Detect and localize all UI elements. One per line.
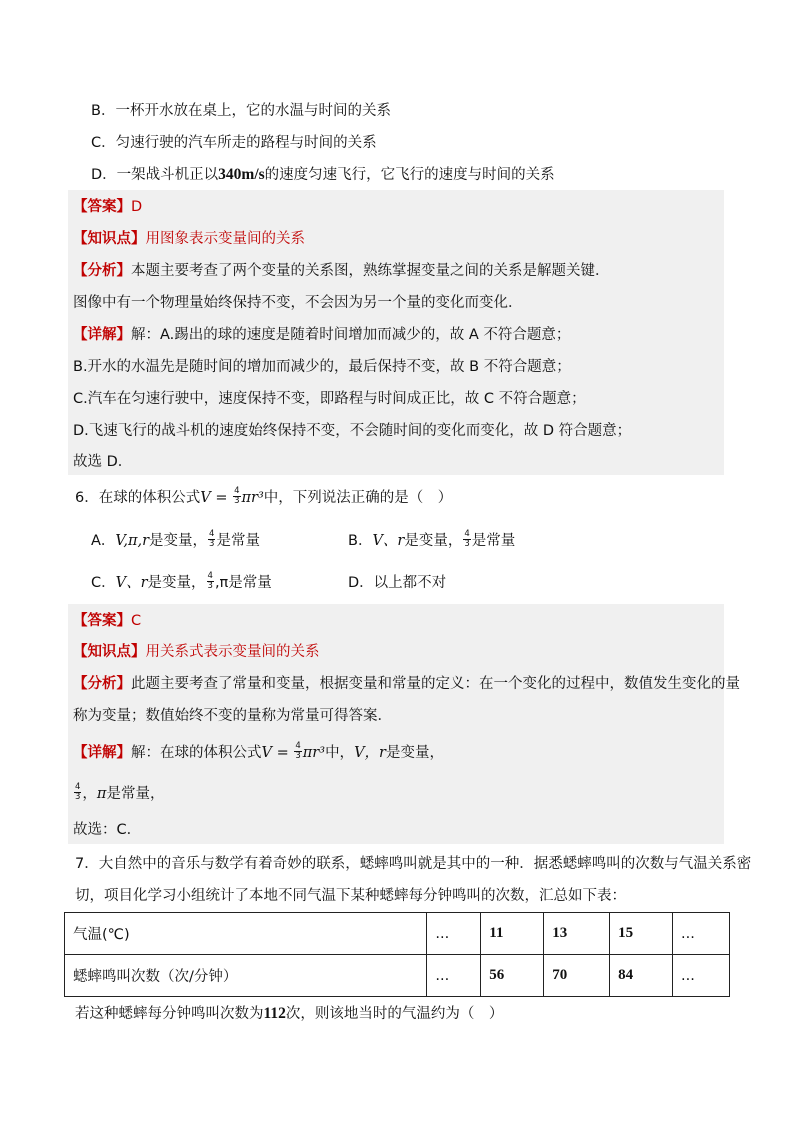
table-cell: 蟋蟀鸣叫次数（次/分钟） (65, 955, 427, 997)
table-cell: ... (427, 955, 481, 997)
answer-tag: 【答案】 (73, 199, 131, 215)
table-row (65, 913, 730, 955)
q6-detail-formula-eq: = (271, 745, 294, 761)
option-label: C． (91, 575, 116, 591)
q5-option-d (91, 165, 555, 185)
q5-option-d-value: 340m/s (218, 166, 265, 183)
q5-option-b: B．一杯开水放在桌上，它的水温与时间的关系 (91, 103, 391, 119)
q5-option-d-suffix: 的速度匀速飞行，它飞行的速度与时间的关系 (264, 167, 555, 183)
detail-tag: 【详解】 (73, 745, 131, 761)
q6-option-c-fraction (207, 572, 214, 591)
q5-detail-line-2: B.开水的水温先是随时间的增加而减少的，最后保持不变，故 B 不符合题意； (73, 359, 571, 375)
q5-detail-1: 解：A.踢出的球的速度是随着时间增加而减少的，故 A 不符合题意； (131, 327, 571, 343)
q6-option-c-mid: 是变量， (147, 575, 206, 591)
fraction-numerator: 4 (207, 570, 213, 581)
q7-stem-line-1: 7．大自然中的音乐与数学有着奇妙的联系，蟋蟀鸣叫就是其中的一种．据悉蟋蟀鸣叫的次数与气温关系密 (75, 856, 752, 872)
knowledge-tag: 【知识点】 (73, 231, 146, 247)
option-label: B． (348, 533, 373, 549)
q6-answer-box (68, 604, 740, 844)
q6-option-b-mid: 是变量， (404, 533, 463, 549)
q6-detail-formula-tail: πr³ (302, 745, 326, 761)
q5-detail-line-3: C.汽车在匀速行驶中，速度保持不变，即路程与时间成正比，故 C 不符合题意； (73, 391, 586, 407)
q5-analysis-line-2: 图像中有一个物理量始终保持不变，不会因为另一个量的变化而变化． (73, 295, 523, 311)
analysis-tag: 【分析】 (73, 676, 131, 692)
q5-option-d-prefix: D．一架战斗机正以 (91, 167, 219, 183)
fraction-denominator: 3 (207, 580, 213, 591)
q5-knowledge: 用图象表示变量间的关系 (145, 231, 305, 247)
q6-option-c-vars: V、r (115, 575, 148, 591)
q5-option-c: C．匀速行驶的汽车所走的路程与时间的关系 (91, 135, 377, 151)
q6-stem-suffix: 中，下列说法正确的是（ ） (263, 490, 453, 506)
q6-answer: C (131, 613, 142, 629)
detail-tag: 【详解】 (73, 327, 131, 343)
q6-formula-eq: = (210, 490, 233, 506)
q7-question-suffix: 次，则该地当时的气温约为（ ） (285, 1006, 504, 1022)
q7-data-table (64, 912, 730, 997)
fraction-denominator: 3 (234, 495, 240, 506)
q6-knowledge: 用关系式表示变量间的关系 (145, 644, 320, 660)
q6-option-c-end: 是常量 (228, 575, 272, 591)
table-cell: 84 (610, 955, 673, 997)
q5-detail-line-4: D.飞速飞行的战斗机的速度始终保持不变，不会随时间的变化而变化，故 D 符合题意； (73, 423, 632, 439)
answer-tag: 【答案】 (73, 613, 131, 629)
q6-detail-line2-end: 是常量， (106, 786, 165, 802)
table-cell: 11 (481, 913, 544, 955)
q6-option-a-mid: 是变量， (149, 533, 208, 549)
fraction-numerator: 4 (209, 528, 215, 539)
q5-detail-line-1 (73, 325, 570, 345)
knowledge-tag: 【知识点】 (73, 644, 146, 660)
q6-option-b-end: 是常量 (471, 533, 516, 549)
table-cell: 气温(℃) (65, 913, 427, 955)
fraction-denominator: 3 (209, 538, 215, 549)
q6-detail-line2-fraction (74, 783, 81, 802)
q6-formula-tail: πr³ (241, 490, 264, 506)
table-cell: 13 (544, 913, 610, 955)
table-cell: ... (673, 955, 730, 997)
table-cell: 70 (544, 955, 610, 997)
q6-conclusion: 故选：C． (73, 822, 142, 838)
q6-option-c-pi: ,π (214, 575, 229, 591)
q6-option-d: D．以上都不对 (348, 575, 447, 591)
q6-formula-fraction (233, 487, 240, 506)
q6-detail-line-2 (73, 781, 165, 804)
q6-analysis-line-2: 称为变量；数值始终不变的量称为常量可得答案． (73, 708, 392, 724)
q5-knowledge-line (73, 229, 305, 249)
q6-option-a-vars: V,π,r (115, 533, 150, 549)
q5-analysis-line-1 (73, 261, 610, 281)
q6-formula-v: V (200, 490, 211, 506)
q7-question-prefix: 若这种蟋蟀每分钟鸣叫次数为 (75, 1006, 264, 1022)
q6-analysis-line-1 (73, 674, 740, 694)
analysis-tag: 【分析】 (73, 263, 131, 279)
q6-analysis-1: 此题主要考查了常量和变量，根据变量和常量的定义：在一个变化的过程中，数值发生变化的量 (131, 676, 740, 692)
q6-option-a (91, 528, 260, 551)
q6-detail-suffix-2: 是变量， (385, 745, 444, 761)
q6-knowledge-line (73, 642, 320, 662)
fraction-denominator: 3 (464, 538, 470, 549)
q6-option-a-fraction (208, 530, 215, 549)
q6-option-b-fraction (463, 530, 470, 549)
q7-question-value: 112 (263, 1005, 286, 1022)
q5-conclusion: 故选 D． (73, 454, 133, 470)
table-cell: 56 (481, 955, 544, 997)
q6-detail-line2-pi: π (96, 786, 107, 802)
table-cell: ... (427, 913, 481, 955)
q6-stem-prefix: 6．在球的体积公式 (75, 490, 201, 506)
table-cell: 15 (610, 913, 673, 955)
q6-stem (75, 485, 453, 508)
q7-question (75, 1004, 503, 1024)
q6-detail-suffix-1: 中， (325, 745, 355, 761)
q6-detail-formula-v: V (261, 745, 272, 761)
table-cell: ... (673, 913, 730, 955)
q5-answer-box (68, 190, 724, 475)
q6-detail-fraction (294, 742, 301, 761)
q5-analysis-1: 本题主要考查了两个变量的关系图，熟练掌握变量之间的关系是解题关键． (131, 263, 610, 279)
fraction-numerator: 4 (295, 740, 301, 751)
q5-answer-line (73, 197, 142, 217)
q6-detail-line2-sep: ， (82, 786, 97, 802)
fraction-numerator: 4 (464, 528, 470, 539)
q6-detail-vars: V，r (354, 745, 386, 761)
table-row (65, 955, 730, 997)
q6-option-a-end: 是常量 (216, 533, 260, 549)
q7-stem-line-2: 切，项目化学习小组统计了本地不同气温下某种蟋蟀每分钟鸣叫的次数，汇总如下表： (75, 888, 626, 904)
fraction-numerator: 4 (75, 781, 81, 792)
fraction-denominator: 3 (295, 750, 301, 761)
q6-option-b-vars: V、r (372, 533, 405, 549)
fraction-denominator: 3 (75, 791, 81, 802)
q6-detail-line-1 (73, 740, 444, 763)
fraction-numerator: 4 (234, 485, 240, 496)
q6-option-b (348, 528, 516, 551)
q6-option-c (91, 570, 272, 593)
option-label: A． (91, 533, 116, 549)
q6-detail-prefix: 解：在球的体积公式 (131, 745, 262, 761)
q6-answer-line (73, 611, 141, 631)
q5-answer: D (131, 199, 143, 215)
